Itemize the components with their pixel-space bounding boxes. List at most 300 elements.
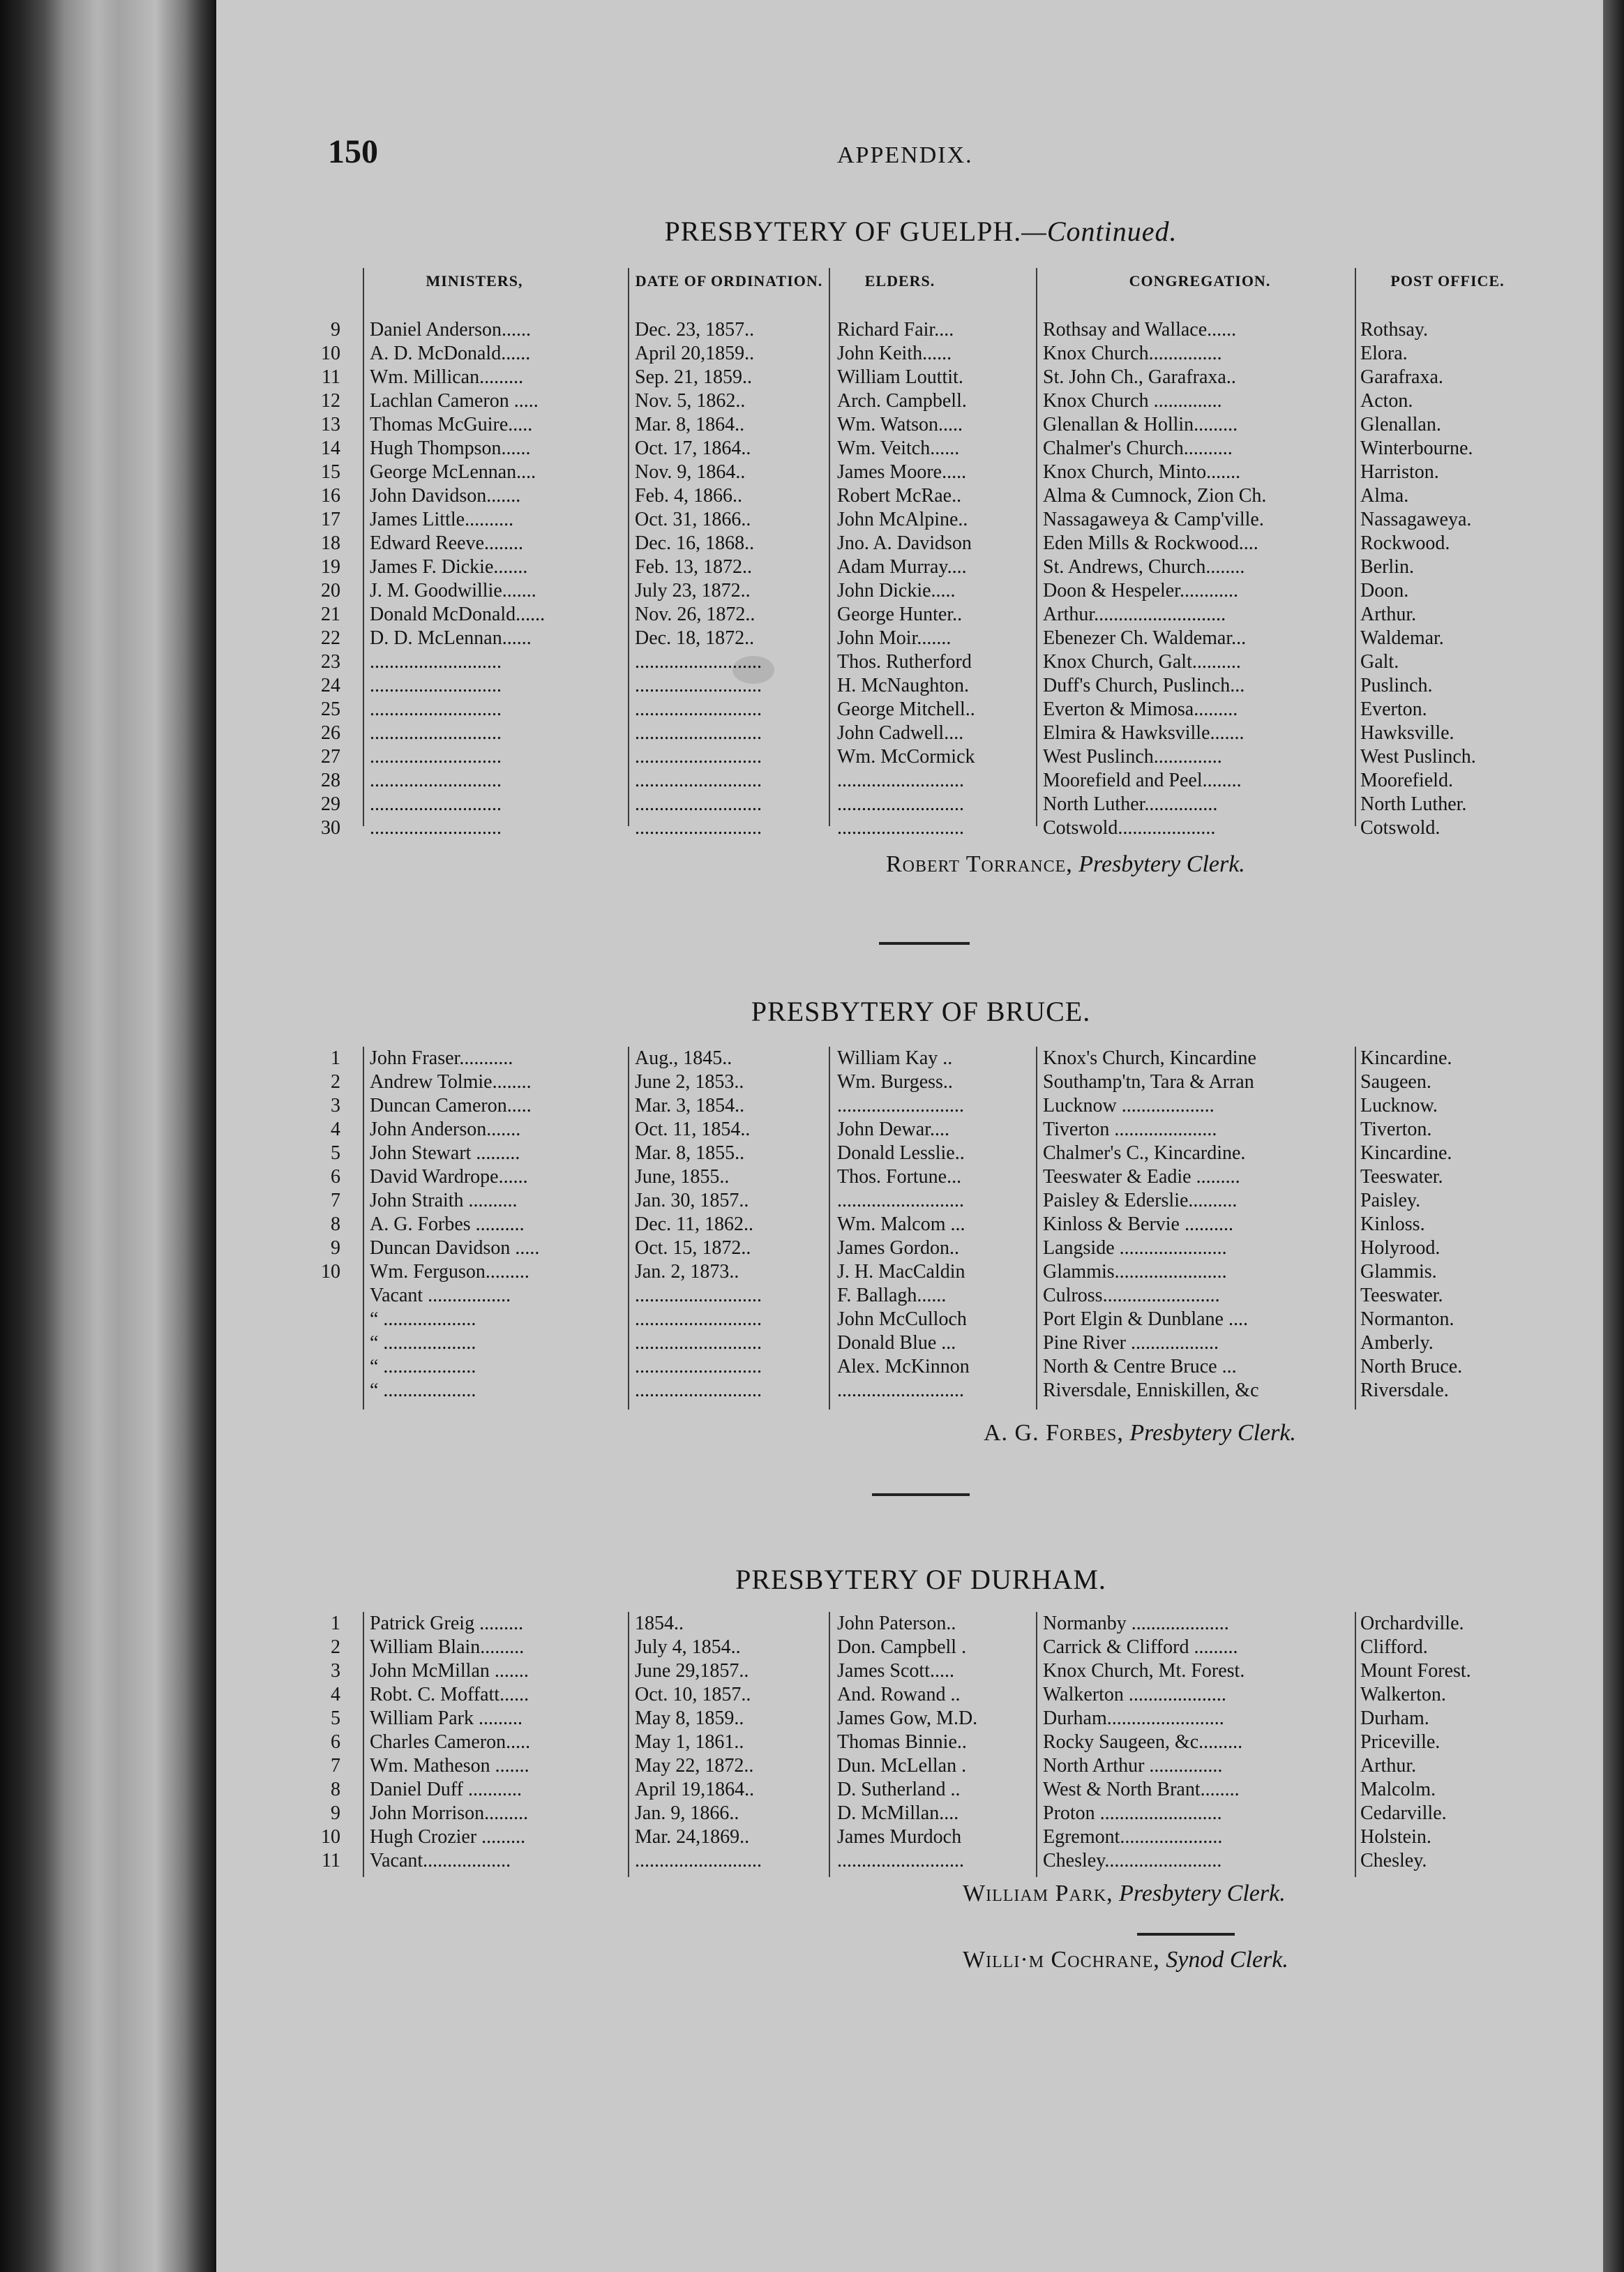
table-row [321,816,1514,840]
congregation-cell: Kinloss & Bervie .......... [1043,1213,1233,1235]
elder-cell: D. Sutherland .. [837,1779,961,1800]
table-row [328,1213,1514,1236]
post-office-cell: Cotswold. [1360,817,1441,839]
table-row [322,366,1514,389]
table-row [321,579,1514,603]
congregation-cell: Knox Church, Mt. Forest. [1043,1660,1245,1682]
row-number: 10 [321,1826,340,1848]
minister-cell: Donald McDonald...... [370,604,546,625]
row-number: 3 [331,1095,340,1116]
elder-cell: James Scott..... [837,1660,954,1682]
ordination-date-cell: .......................... [635,746,762,768]
row-number: 1 [331,1047,340,1069]
row-number: 9 [331,1802,340,1824]
post-office-cell: Priceville. [1360,1731,1441,1753]
table-row [321,555,1514,579]
minister-cell: ........................... [370,746,502,768]
row-number: 30 [321,817,340,839]
minister-cell: D. D. McLennan...... [370,627,532,649]
elder-cell: Wm. Malcom ... [837,1213,965,1235]
elder-cell: James Moore..... [837,461,967,483]
post-office-cell: Alma. [1360,485,1409,507]
table-row [328,1165,1514,1189]
congregation-cell: Chalmer's C., Kincardine. [1043,1142,1246,1164]
post-office-cell: Amberly. [1360,1332,1434,1354]
elder-cell: Richard Fair.... [837,319,954,341]
congregation-cell: North & Centre Bruce ... [1043,1356,1237,1377]
congregation-cell: West Puslinch.............. [1043,746,1222,768]
congregation-cell: Alma & Cumnock, Zion Ch. [1043,485,1267,507]
elder-cell: Donald Blue ... [837,1332,956,1354]
row-number: 25 [321,698,340,720]
table-row [328,1754,1514,1778]
minister-cell: Hugh Thompson...... [370,438,531,459]
minister-cell: Wm. Ferguson......... [370,1261,529,1283]
row-number: 22 [321,627,340,649]
ordination-date-cell: Aug., 1845.. [635,1047,732,1069]
congregation-cell: Ebenezer Ch. Waldemar... [1043,627,1247,649]
row-number: 29 [321,793,340,815]
elder-cell: Donald Lesslie.. [837,1142,965,1164]
synod-clerk-title: Synod Clerk. [1166,1947,1288,1973]
congregation-cell: Port Elgin & Dunblane .... [1043,1308,1248,1330]
synod-clerk-name: Willi·m Cochrane, [963,1947,1160,1973]
post-office-cell: North Luther. [1360,793,1467,815]
table-row [328,1731,1514,1754]
ordination-date-cell: Sep. 21, 1859.. [635,366,752,388]
ordination-date-cell: 1854.. [635,1613,684,1634]
row-number: 19 [321,556,340,578]
minister-cell: John Straith .......... [370,1190,518,1211]
minister-cell: “ ................... [370,1332,476,1354]
row-number: 14 [321,438,340,459]
post-office-cell: Holstein. [1360,1826,1431,1848]
row-number: 3 [331,1660,340,1682]
ordination-date-cell: Dec. 23, 1857.. [635,319,755,341]
table-row [321,461,1514,484]
congregation-cell: Arthur........................... [1043,604,1226,625]
row-number: 18 [321,532,340,554]
minister-cell: Vacant ................. [370,1285,511,1306]
elder-cell: Wm. Veitch...... [837,438,960,459]
page-edge [1603,0,1624,2272]
ordination-date-cell: Dec. 18, 1872.. [635,627,755,649]
congregation-cell: Knox Church, Minto....... [1043,461,1241,483]
table-row [328,1707,1514,1731]
bruce-clerk-title: Presbytery Clerk. [1129,1420,1296,1446]
elder-cell: Wm. Burgess.. [837,1071,953,1093]
congregation-cell: Lucknow ................... [1043,1095,1215,1116]
elder-cell: James Gordon.. [837,1237,959,1259]
post-office-cell: Holyrood. [1360,1237,1441,1259]
row-number: 23 [321,651,340,673]
post-office-cell: Waldemar. [1360,627,1444,649]
minister-cell: “ ................... [370,1356,476,1377]
post-office-cell: Moorefield. [1360,770,1453,791]
elder-cell: Wm. Watson..... [837,414,963,435]
ordination-date-cell: .......................... [635,793,762,815]
row-number: 24 [321,675,340,696]
minister-cell: ........................... [370,675,502,696]
elder-cell: James Murdoch [837,1826,962,1848]
elder-cell: H. McNaughton. [837,675,969,696]
congregation-cell: Everton & Mimosa......... [1043,698,1238,720]
elder-cell: .......................... [837,1850,964,1871]
ordination-date-cell: May 8, 1859.. [635,1707,744,1729]
congregation-cell: Eden Mills & Rockwood.... [1043,532,1258,554]
minister-cell: William Park ......... [370,1707,522,1729]
guelph-clerk-title: Presbytery Clerk. [1078,851,1245,877]
durham-clerk [963,1881,1286,1907]
table-row [328,318,1514,342]
post-office-cell: Glenallan. [1360,414,1441,435]
post-office-cell: Elora. [1360,343,1408,364]
congregation-cell: Langside ...................... [1043,1237,1227,1259]
table-row [328,1189,1514,1213]
post-office-cell: Glammis. [1360,1261,1437,1283]
congregation-cell: Duff's Church, Puslinch... [1043,675,1245,696]
guelph-clerk [886,851,1245,878]
congregation-cell: Walkerton .................... [1043,1684,1226,1705]
table-row [321,413,1514,437]
table-row [321,722,1514,745]
post-office-cell: West Puslinch. [1360,746,1476,768]
post-office-cell: Kincardine. [1360,1142,1452,1164]
minister-cell: Robt. C. Moffatt...... [370,1684,529,1705]
elder-cell: D. McMillan.... [837,1802,959,1824]
minister-cell: Charles Cameron..... [370,1731,531,1753]
elder-cell: John McAlpine.. [837,509,968,530]
elder-cell: .......................... [837,770,964,791]
table-row [328,1094,1514,1118]
elder-cell: Wm. McCormick [837,746,975,768]
row-number: 2 [331,1636,340,1658]
congregation-cell: St. John Ch., Garafraxa.. [1043,366,1236,388]
congregation-cell: Doon & Hespeler............ [1043,580,1238,601]
congregation-cell: St. Andrews, Church........ [1043,556,1245,578]
section-divider [879,942,970,945]
post-office-cell: Walkerton. [1360,1684,1446,1705]
col-post-office: POST OFFICE. [1390,272,1505,290]
minister-cell: Edward Reeve........ [370,532,524,554]
table-row [328,1118,1514,1142]
post-office-cell: Puslinch. [1360,675,1433,696]
table-row [321,1825,1514,1849]
row-number: 4 [331,1684,340,1705]
row-number: 5 [331,1707,340,1729]
minister-cell: John Anderson....... [370,1119,521,1140]
elder-cell: And. Rowand .. [837,1684,961,1705]
post-office-cell: Saugeen. [1360,1071,1431,1093]
section-divider [872,1493,970,1496]
ordination-date-cell: July 4, 1854.. [635,1636,741,1658]
ordination-date-cell: Mar. 24,1869.. [635,1826,750,1848]
col-date: DATE OF ORDINATION. [635,272,823,290]
row-number: 2 [331,1071,340,1093]
row-number: 20 [321,580,340,601]
congregation-cell: Riversdale, Enniskillen, &c [1043,1380,1259,1401]
minister-cell: James Little.......... [370,509,514,530]
row-number: 16 [321,485,340,507]
guelph-title-suffix: —Continued. [1021,216,1178,247]
elder-cell: F. Ballagh...... [837,1285,947,1306]
congregation-cell: Elmira & Hawksville....... [1043,722,1245,744]
minister-cell: John McMillan ....... [370,1660,529,1682]
table-row [321,603,1514,627]
row-number: 11 [322,366,340,388]
elder-cell: John Dewar.... [837,1119,949,1140]
row-number: 17 [321,509,340,530]
minister-cell: Daniel Duff ........... [370,1779,522,1800]
minister-cell: John Fraser........... [370,1047,513,1069]
post-office-cell: Nassagaweya. [1360,509,1472,530]
congregation-cell: Glenallan & Hollin......... [1043,414,1238,435]
post-office-cell: Berlin. [1360,556,1414,578]
congregation-cell: Chalmer's Church.......... [1043,438,1233,459]
minister-cell: Wm. Matheson ....... [370,1755,529,1777]
elder-cell: Adam Murray.... [837,556,967,578]
congregation-cell: Knox's Church, Kincardine [1043,1047,1256,1069]
ordination-date-cell: Jan. 2, 1873.. [635,1261,739,1283]
elder-cell: John Keith...... [837,343,952,364]
congregation-cell: North Arthur ............... [1043,1755,1223,1777]
congregation-cell: North Luther............... [1043,793,1218,815]
table-row [328,1047,1514,1070]
row-number: 9 [331,319,340,341]
guelph-clerk-name: Robert Torrance, [886,851,1073,877]
congregation-cell: Culross........................ [1043,1285,1220,1306]
table-row [321,674,1514,698]
congregation-cell: Glammis....................... [1043,1261,1227,1283]
ordination-date-cell: .......................... [635,1308,762,1330]
minister-cell: Vacant.................. [370,1850,511,1871]
congregation-cell: Knox Church............... [1043,343,1222,364]
ordination-date-cell: July 23, 1872.. [635,580,751,601]
row-number: 8 [331,1779,340,1800]
post-office-cell: Galt. [1360,651,1399,673]
minister-cell: James F. Dickie....... [370,556,528,578]
minister-cell: ........................... [370,698,502,720]
post-office-cell: Winterbourne. [1360,438,1473,459]
ordination-date-cell: April 20,1859.. [635,343,755,364]
ordination-date-cell: May 22, 1872.. [635,1755,754,1777]
congregation-cell: Tiverton ..................... [1043,1119,1217,1140]
elder-cell: Robert McRae.. [837,485,962,507]
elder-cell: Arch. Campbell. [837,390,967,412]
post-office-cell: Mount Forest. [1360,1660,1471,1682]
ordination-date-cell: .......................... [635,675,762,696]
post-office-cell: Doon. [1360,580,1409,601]
minister-cell: John Davidson....... [370,485,521,507]
congregation-cell: Pine River .................. [1043,1332,1219,1354]
row-number: 4 [331,1119,340,1140]
post-office-cell: Cedarville. [1360,1802,1447,1824]
row-number: 7 [331,1755,340,1777]
ordination-date-cell: June 29,1857.. [635,1660,749,1682]
congregation-cell: Rothsay and Wallace...... [1043,319,1237,341]
ordination-date-cell: June 2, 1853.. [635,1071,744,1093]
table-row [328,1355,1514,1379]
congregation-cell: Cotswold.................... [1043,817,1216,839]
table-row [321,650,1514,674]
post-office-cell: Lucknow. [1360,1095,1438,1116]
congregation-cell: Paisley & Ederslie.......... [1043,1190,1238,1211]
minister-cell: Thomas McGuire..... [370,414,533,435]
durham-clerk-name: William Park, [963,1881,1113,1906]
elder-cell: .......................... [837,1380,964,1401]
post-office-cell: Tiverton. [1360,1119,1432,1140]
post-office-cell: Kinloss. [1360,1213,1425,1235]
post-office-cell: Harriston. [1360,461,1439,483]
minister-cell: Duncan Cameron..... [370,1095,532,1116]
ordination-date-cell: Feb. 13, 1872.. [635,556,752,578]
elder-cell: J. H. MacCaldin [837,1261,965,1283]
post-office-cell: Clifford. [1360,1636,1428,1658]
congregation-cell: Chesley........................ [1043,1850,1222,1871]
congregation-cell: Moorefield and Peel........ [1043,770,1242,791]
post-office-cell: Paisley. [1360,1190,1421,1211]
elder-cell: John Paterson.. [837,1613,956,1634]
table-row [328,1659,1514,1683]
table-row [328,1683,1514,1707]
congregation-cell: Carrick & Clifford ......... [1043,1636,1238,1658]
minister-cell: J. M. Goodwillie....... [370,580,536,601]
ordination-date-cell: Mar. 8, 1864.. [635,414,745,435]
congregation-cell: Knox Church, Galt.......... [1043,651,1241,673]
section-divider [1137,1933,1235,1936]
post-office-cell: Malcolm. [1360,1779,1436,1800]
minister-cell: ........................... [370,651,502,673]
table-row [328,1612,1514,1636]
ordination-date-cell: .......................... [635,722,762,744]
minister-cell: George McLennan.... [370,461,536,483]
minister-cell: John Morrison......... [370,1802,529,1824]
row-number: 6 [331,1166,340,1188]
congregation-cell: Rocky Saugeen, &c......... [1043,1731,1243,1753]
table-row [328,1236,1514,1260]
post-office-cell: Rockwood. [1360,532,1450,554]
post-office-cell: Acton. [1360,390,1413,412]
book-binding [0,0,216,2272]
table-row [321,793,1514,816]
congregation-cell: Knox Church .............. [1043,390,1222,412]
ordination-date-cell: Oct. 10, 1857.. [635,1684,751,1705]
row-number: 8 [331,1213,340,1235]
post-office-cell: Teeswater. [1360,1285,1443,1306]
minister-cell: “ ................... [370,1308,476,1330]
col-elders: ELDERS. [864,272,935,290]
ordination-date-cell: Oct. 11, 1854.. [635,1119,751,1140]
ordination-date-cell: Jan. 30, 1857.. [635,1190,749,1211]
guelph-title: PRESBYTERY OF GUELPH. [664,216,1022,247]
minister-cell: John Stewart ......... [370,1142,520,1164]
table-row [321,484,1514,508]
elder-cell: George Hunter.. [837,604,963,625]
minister-cell: Hugh Crozier ......... [370,1826,526,1848]
post-office-cell: Kincardine. [1360,1047,1452,1069]
minister-cell: ........................... [370,793,502,815]
table-row [321,508,1514,532]
elder-cell: Don. Campbell . [837,1636,967,1658]
post-office-cell: Hawksville. [1360,722,1454,744]
row-number: 28 [321,770,340,791]
synod-clerk [963,1947,1288,1973]
ordination-date-cell: .......................... [635,698,762,720]
elder-cell: Thos. Fortune... [837,1166,962,1188]
post-office-cell: Riversdale. [1360,1380,1449,1401]
table-row [328,1331,1514,1355]
minister-cell: William Blain......... [370,1636,525,1658]
elder-cell: James Gow, M.D. [837,1707,978,1729]
minister-cell: ........................... [370,770,502,791]
table-row [328,1070,1514,1094]
row-number: 6 [331,1731,340,1753]
durham-clerk-title: Presbytery Clerk. [1119,1881,1286,1906]
bruce-clerk [984,1420,1296,1447]
post-office-cell: Rothsay. [1360,319,1428,341]
table-row [321,342,1514,366]
ordination-date-cell: June, 1855.. [635,1166,730,1188]
post-office-cell: Chesley. [1360,1850,1427,1871]
page-number: 150 [328,133,378,170]
minister-cell: A. D. McDonald...... [370,343,531,364]
ordination-date-cell: .......................... [635,1850,762,1871]
ordination-date-cell: April 19,1864.. [635,1779,755,1800]
ordination-date-cell: Nov. 26, 1872.. [635,604,755,625]
table-row [328,1802,1514,1825]
post-office-cell: North Bruce. [1360,1356,1463,1377]
ordination-date-cell: .......................... [635,817,762,839]
post-office-cell: Durham. [1360,1707,1429,1729]
row-number: 27 [321,746,340,768]
elder-cell: Alex. McKinnon [837,1356,970,1377]
row-number: 12 [321,390,340,412]
row-number: 1 [331,1613,340,1634]
ordination-date-cell: Dec. 16, 1868.. [635,532,755,554]
row-number: 10 [321,1261,340,1283]
table-row [328,1142,1514,1165]
minister-cell: A. G. Forbes .......... [370,1213,525,1235]
elder-cell: .......................... [837,1095,964,1116]
post-office-cell: Garafraxa. [1360,366,1443,388]
congregation-cell: Nassagaweya & Camp'ville. [1043,509,1264,530]
row-number: 7 [331,1190,340,1211]
row-number: 26 [321,722,340,744]
running-head: APPENDIX. [837,142,973,168]
ordination-date-cell: Feb. 4, 1866.. [635,485,742,507]
post-office-cell: Arthur. [1360,604,1417,625]
section-title-bruce: PRESBYTERY OF BRUCE. [751,996,1091,1027]
minister-cell: Patrick Greig ......... [370,1613,524,1634]
minister-cell: David Wardrope...... [370,1166,528,1188]
ordination-date-cell: Mar. 3, 1854.. [635,1095,745,1116]
elder-cell: John Moir....... [837,627,952,649]
elder-cell: John McCulloch [837,1308,967,1330]
ordination-date-cell: .......................... [635,651,762,673]
row-number: 9 [331,1237,340,1259]
row-number: 21 [321,604,340,625]
table-row [322,1849,1514,1873]
elder-cell: George Mitchell.. [837,698,975,720]
table-row [321,437,1514,461]
minister-cell: Duncan Davidson ..... [370,1237,540,1259]
congregation-cell: Durham........................ [1043,1707,1224,1729]
ordination-date-cell: Nov. 9, 1864.. [635,461,746,483]
ordination-date-cell: May 1, 1861.. [635,1731,744,1753]
congregation-cell: Teeswater & Eadie ......... [1043,1166,1240,1188]
ordination-date-cell: .......................... [635,770,762,791]
ordination-date-cell: Mar. 8, 1855.. [635,1142,745,1164]
